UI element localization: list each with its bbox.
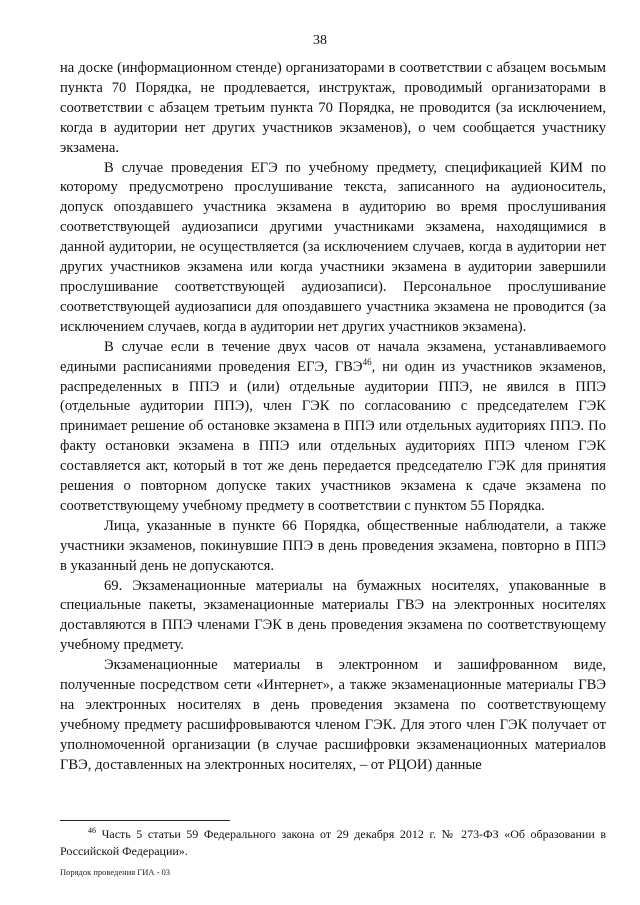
paragraph-audio-recording: В случае проведения ЕГЭ по учебному предмету, спецификацией КИМ по которому предусмотрено прослушивание текста, записанного на аудионоситель, допуск опоздавшего участника экзамена в аудиторию во время прослушивания соответствующей аудиозаписи другими участниками экзамена, находящимися в данной аудитории, не осуществляется (за исключением случаев, когда в аудитории нет других участников экзамена или когда участники экзамена в аудитории завершили прослушивание соответствующей аудиозаписи). Персональное прослушивание соответствующей аудиозаписи для опоздавшего участника экзамена не проводится (за исключением случаев, когда в аудитории нет других участников экзамена). bbox=[60, 159, 606, 335]
paragraph-readmission: Лица, указанные в пункте 66 Порядка, общественные наблюдатели, а также участники экзаменов, покинувшие ППЭ в день проведения экзамена, повторно в ППЭ в указанный день не допускаются. bbox=[60, 517, 606, 574]
paragraph-item-69: 69. Экзаменационные материалы на бумажных носителях, упакованные в специальные пакеты, экзаменационные материалы ГВЭ на электронных носителях доставляются в ППЭ членами ГЭК в день проведения экзамена по соответствующему учебному предмету. bbox=[60, 577, 606, 654]
paragraph-exam-stop bbox=[60, 338, 606, 517]
paragraph-continuation: на доске (информационном стенде) организаторами в соответствии с абзацем восьмым пункта 70 Порядка, не продлевается, инструктаж, проводимый организаторами в соответствии с абзацем третьим пункта 70 Порядка, не проводится (за исключением, когда в аудитории нет других участников экзаменов), о чем сообщается участнику экзамена. bbox=[60, 60, 606, 156]
footnote-reference: 46 bbox=[362, 356, 372, 367]
footnote bbox=[60, 826, 606, 860]
running-footer: Порядок проведения ГИА - 03 bbox=[60, 867, 171, 877]
footnote-divider bbox=[60, 820, 230, 821]
paragraph-exam-stop-start: В случае если в течение двух часов от начала экзамена, устанавливаемого едиными расписаниями проведения ЕГЭ, ГВЭ bbox=[60, 338, 606, 375]
page-number: 38 bbox=[313, 33, 327, 48]
footnote-marker: 46 bbox=[88, 826, 96, 835]
body-text bbox=[60, 59, 606, 776]
footnote-text: Часть 5 статьи 59 Федерального закона от 29 декабря 2012 г. № 273-ФЗ «Об образовании в Российской Федерации». bbox=[60, 827, 606, 858]
paragraph-exam-stop-end: , ни один из участников экзаменов, распределенных в ППЭ и (или) отдельные аудитории ППЭ, не явился в ППЭ (отдельные аудитории ППЭ), член ГЭК по согласованию с председателем ГЭК принимает решение об остановке экзамена в ППЭ или отдельных аудиториях ППЭ. По факту остановки экзамена в ППЭ или отдельных аудиториях ППЭ членом ГЭК составляется акт, который в тот же день передается председателю ГЭК для принятия решения о повторном допуске таких участников экзамена к сдаче экзамена по соответствующему учебному предмету в соответствии с пунктом 55 Порядка. bbox=[60, 358, 606, 514]
paragraph-electronic-materials: Экзаменационные материалы в электронном и зашифрованном виде, полученные посредством сети «Интернет», а также экзаменационные материалы ГВЭ на электронных носителях в день проведения экзамена по соответствующему учебному предмету расшифровываются членом ГЭК. Для этого член ГЭК получает от уполномоченной организации (в случае расшифровки экзаменационных материалов ГВЭ, доставленных на электронных носителях, – от РЦОИ) данные bbox=[60, 657, 606, 773]
